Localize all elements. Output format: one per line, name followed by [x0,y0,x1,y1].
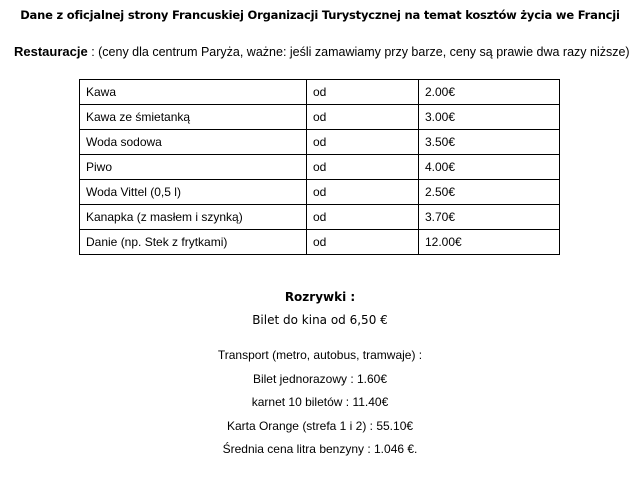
from-cell: od [307,155,419,180]
price-cell: 4.00€ [419,155,560,180]
from-cell: od [307,80,419,105]
price-cell: 2.50€ [419,180,560,205]
item-cell: Kanapka (z masłem i szynką) [80,205,307,230]
cinema-ticket-price: Bilet do kina od 6,50 € [252,313,388,327]
transport-section [0,347,640,465]
item-cell: Piwo [80,155,307,180]
restaurants-note: : (ceny dla centrum Paryża, ważne: jeśli zamawiamy przy barze, ceny są prawie dwa razy niższe) [87,45,630,59]
price-cell: 3.00€ [419,105,560,130]
price-cell: 3.70€ [419,205,560,230]
restaurant-prices-table [79,79,560,255]
price-cell: 3.50€ [419,130,560,155]
from-cell: od [307,230,419,255]
item-cell: Woda sodowa [80,130,307,155]
table-row [80,180,560,205]
restaurants-intro [14,44,634,59]
price-cell: 2.00€ [419,80,560,105]
item-cell: Woda Vittel (0,5 l) [80,180,307,205]
table-row [80,80,560,105]
table-row [80,130,560,155]
entertainment-title: Rozrywki : [284,290,356,304]
restaurants-label: Restauracje [14,44,88,59]
transport-title: Transport (metro, autobus, tramwaje) : [217,348,423,362]
from-cell: od [307,205,419,230]
page-heading: Dane z oficjalnej strony Francuskiej Organizacji Turystycznej na temat kosztów życia we Francji [20,8,620,22]
table-row [80,205,560,230]
table-row [80,155,560,180]
item-cell: Kawa ze śmietanką [80,105,307,130]
petrol-price: Średnia cena litra benzyny : 1.046 €. [222,442,418,456]
item-cell: Kawa [80,80,307,105]
table-row [80,105,560,130]
from-cell: od [307,130,419,155]
orange-card-price: Karta Orange (strefa 1 i 2) : 55.10€ [226,418,414,433]
from-cell: od [307,180,419,205]
item-cell: Danie (np. Stek z frytkami) [80,230,307,255]
carnet-price: karnet 10 biletów : 11.40€ [251,395,389,409]
table-row [80,230,560,255]
from-cell: od [307,105,419,130]
single-ticket-price: Bilet jednorazowy : 1.60€ [252,371,388,386]
price-cell: 12.00€ [419,230,560,255]
